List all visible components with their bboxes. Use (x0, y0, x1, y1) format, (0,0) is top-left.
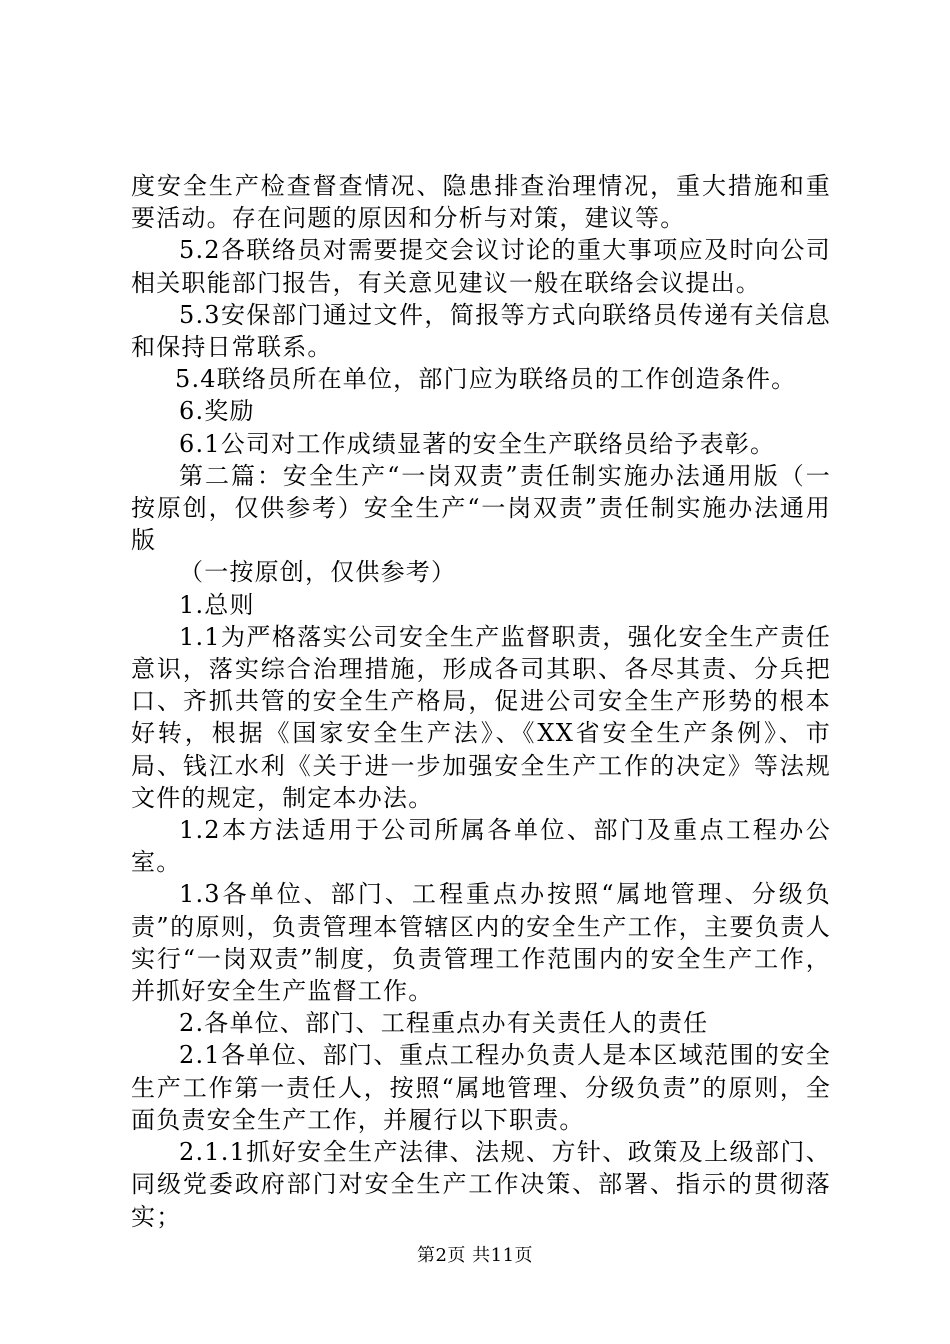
paragraph-2-1: 2.1各单位、部门、重点工程办负责人是本区域范围的安全生产工作第一责任人，按照“属地管理、分级负责”的原则，全面负责安全生产工作，并履行以下职责。 (131, 1041, 831, 1134)
paragraph-5-3: 5.3安保部门通过文件，简报等方式向联络员传递有关信息和保持日常联系。 (131, 300, 831, 362)
paragraph-1-2: 1.2本方法适用于公司所属各单位、部门及重点工程办公室。 (131, 816, 831, 877)
chapter-title-2: 第二篇：安全生产“一岗双责”责任制实施办法通用版（一按原创，仅供参考）安全生产“一岗双责”责任制实施办法通用版 (131, 461, 831, 555)
chapter-subtitle-note: （一按原创，仅供参考） (179, 558, 457, 587)
paragraph-continuation: 度安全生产检查督查情况、隐患排查治理情况，重大措施和重要活动。存在问题的原因和分析与对策，建议等。 (131, 172, 831, 233)
document-body (131, 170, 831, 1233)
paragraph-5-4: 5.4联络员所在单位，部门应为联络员的工作创造条件。 (175, 365, 797, 394)
paragraph-1-1: 1.1为严格落实公司安全生产监督职责，强化安全生产责任意识，落实综合治理措施，形成各司其职、各尽其责、分兵把口、齐抓共管的安全生产格局，促进公司安全生产形势的根本好转，根据《国家安全生产法》、《XX省安全生产条例》、市局、钱江水利《关于进一步加强安全生产工作的决定》等法规文件的规定，制定本办法。 (131, 622, 831, 812)
paragraph-2-1-1: 2.1.1抓好安全生产法律、法规、方针、政策及上级部门、同级党委政府部门对安全生产工作决策、部署、指示的贯彻落实； (131, 1138, 831, 1231)
page-number-footer: 第2页 共11页 (416, 1245, 534, 1266)
paragraph-5-2: 5.2各联络员对需要提交会议讨论的重大事项应及时向公司相关职能部门报告，有关意见建议一般在联络会议提出。 (131, 236, 831, 297)
section-heading-2: 2.各单位、部门、工程重点办有关责任人的责任 (179, 1009, 709, 1038)
paragraph-6-1: 6.1公司对工作成绩显著的安全生产联络员给予表彰。 (179, 429, 776, 458)
paragraph-1-3: 1.3各单位、部门、工程重点办按照“属地管理、分级负责”的原则，负责管理本管辖区内的安全生产工作，主要负责人实行“一岗双责”制度，负责管理工作范围内的安全生产工作，并抓好安全生产监督工作。 (131, 880, 831, 1006)
section-heading-6: 6.奖励 (179, 397, 255, 426)
section-heading-1: 1.总则 (179, 590, 255, 619)
